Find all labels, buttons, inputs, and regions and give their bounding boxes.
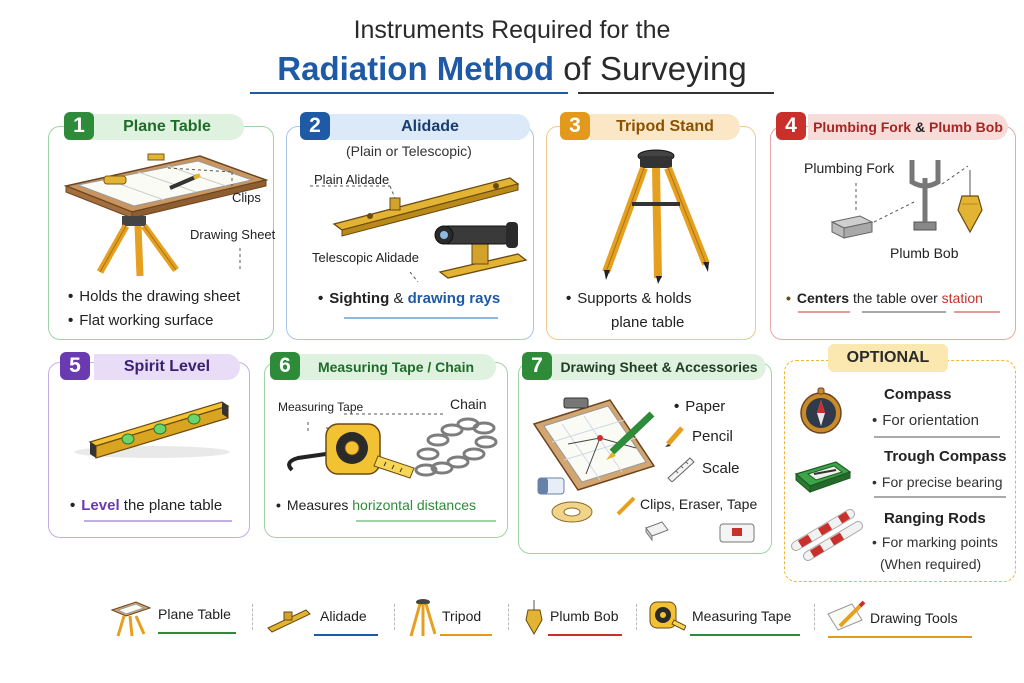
spirit-level-illustration: [68, 396, 236, 466]
label-clips: Clips: [232, 190, 261, 205]
pencil-icon: [664, 424, 686, 448]
legend-plane-table-line: [158, 632, 236, 634]
optional-rods-desc: • For marking points: [872, 534, 998, 550]
card4-underline-red-1: [798, 311, 850, 313]
legend-drawing-tools-line: [828, 636, 972, 638]
card3-bullet-line2: plane table: [611, 314, 685, 331]
card1-bullet-2: • Flat working surface: [68, 312, 214, 329]
label-measuring-tape: Measuring Tape: [278, 400, 364, 414]
card4-title: Plumbing Fork & Plumb Bob: [808, 114, 1008, 140]
card7-item-scale: Scale: [702, 460, 740, 477]
tape-chain-illustration: [278, 410, 504, 496]
legend-separator: [252, 604, 253, 630]
card1-title: Plane Table: [90, 114, 244, 140]
label-chain: Chain: [450, 396, 487, 412]
page-title-line1: Instruments Required for the: [353, 16, 671, 44]
card7-title: Drawing Sheet & Accessories: [552, 354, 766, 380]
legend-separator: [508, 604, 509, 630]
label-plumbing-fork: Plumbing Fork: [804, 160, 895, 176]
card3-number: 3: [560, 112, 590, 140]
label-drawing-sheet: Drawing Sheet: [190, 227, 276, 242]
legend-plane-table-label: Plane Table: [158, 606, 231, 622]
legend-alidade-label: Alidade: [320, 608, 367, 624]
label-telescopic-alidade: Telescopic Alidade: [312, 250, 419, 265]
title-underline-dark: [578, 92, 774, 94]
drawing-tools-illustration: [528, 394, 678, 534]
card5-underline: [84, 520, 232, 522]
legend-plane-table-icon: [110, 598, 152, 638]
optional-trough-name: Trough Compass: [884, 448, 1007, 465]
card3-bullet-line1: • Supports & holds: [566, 290, 692, 307]
legend-drawing-tools-label: Drawing Tools: [870, 610, 958, 626]
legend-measuring-tape-line: [690, 634, 800, 636]
card6-bullet: • Measures horizontal distances: [276, 497, 477, 513]
compass-icon: [796, 386, 846, 436]
card6-underline: [356, 520, 496, 522]
card5-number: 5: [60, 352, 90, 380]
card5-title: Spirit Level: [94, 354, 240, 380]
card4-number: 4: [776, 112, 806, 140]
plane-table-illustration: [60, 150, 270, 280]
card6-title: Measuring Tape / Chain: [296, 354, 496, 380]
legend-drawing-tools-icon: [826, 600, 866, 636]
page-title-line2: [0, 50, 1024, 88]
title-highlight: Radiation Method: [277, 50, 555, 87]
card6-number: 6: [270, 352, 300, 380]
optional-compass-underline: [874, 436, 1000, 438]
legend-tripod-line: [440, 634, 492, 636]
legend-separator: [814, 604, 815, 630]
card7-number: 7: [522, 352, 552, 380]
card2-subtitle: (Plain or Telescopic): [346, 143, 472, 159]
legend-alidade-line: [314, 634, 378, 636]
ranging-rods-icon: [790, 506, 864, 564]
legend-tripod-label: Tripod: [442, 608, 482, 624]
optional-rods-desc2: (When required): [880, 556, 982, 572]
card5-bullet: • Level the plane table: [70, 497, 223, 514]
legend-tripod-icon: [408, 598, 438, 638]
eraser-tape-icons: [642, 518, 762, 548]
legend-separator: [636, 604, 637, 630]
legend-measuring-tape-label: Measuring Tape: [692, 608, 792, 624]
legend-plumb-bob-line: [548, 634, 622, 636]
title-underline-blue: [250, 92, 568, 94]
optional-compass-name: Compass: [884, 386, 952, 403]
card7-item-pencil: Pencil: [692, 428, 733, 445]
card1-number: 1: [64, 112, 94, 140]
title-rest: of Surveying: [563, 50, 747, 87]
optional-title: OPTIONAL: [828, 344, 948, 372]
card2-underline: [344, 317, 498, 319]
label-plain-alidade: Plain Alidade: [314, 172, 390, 187]
optional-trough-desc: • For precise bearing: [872, 474, 1003, 490]
card7-item-paper: • Paper: [674, 398, 726, 415]
card7-item-clips: Clips, Eraser, Tape: [640, 496, 758, 512]
optional-compass-desc: • For orientation: [872, 412, 979, 429]
optional-trough-underline: [874, 496, 1006, 498]
card3-title: Tripod Stand: [590, 114, 740, 140]
optional-rods-name: Ranging Rods: [884, 510, 986, 527]
scale-icon: [666, 456, 696, 482]
card4-underline-grey: [862, 311, 946, 313]
trough-compass-icon: [792, 456, 854, 496]
card2-number: 2: [300, 112, 330, 140]
legend-measuring-tape-icon: [646, 598, 686, 634]
label-plumb-bob: Plumb Bob: [890, 245, 959, 261]
legend-plumb-bob-icon: [524, 600, 544, 636]
tripod-illustration: [596, 146, 716, 284]
card4-underline-red-2: [954, 311, 1000, 313]
card2-bullet: • Sighting & drawing rays: [318, 290, 501, 307]
legend-plumb-bob-label: Plumb Bob: [550, 608, 619, 624]
card4-bullet: • Centers the table over station: [786, 290, 983, 306]
card2-title: Alidade: [330, 114, 530, 140]
card1-bullet-1: • Holds the drawing sheet: [68, 288, 241, 305]
legend-alidade-icon: [266, 602, 312, 634]
legend-separator: [394, 604, 395, 630]
clip-pencil-icon: [614, 494, 638, 518]
